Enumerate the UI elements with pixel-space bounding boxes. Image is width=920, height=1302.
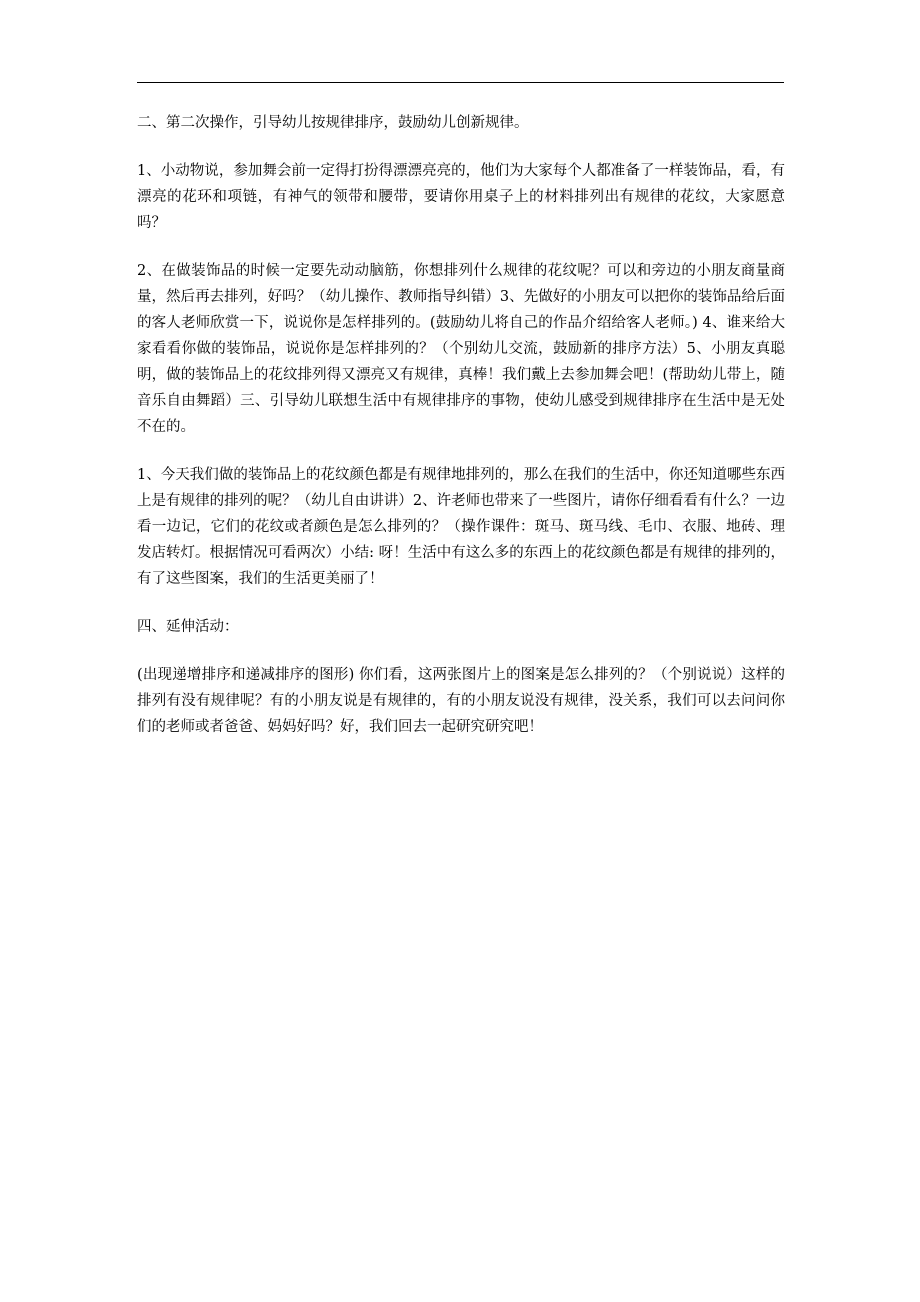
document-body [137,110,785,762]
paragraph-item-1: 1、小动物说，参加舞会前一定得打扮得漂漂亮亮的，他们为大家每个人都准备了一样装饰品，看，有漂亮的花环和项链，有神气的领带和腰带，要请你用桌子上的材料排列出有规律的花纹，大家愿意吗？ [137,163,785,231]
section-heading-step-two: 二、第二次操作，引导幼儿按规律排序，鼓励幼儿创新规律。 [137,115,529,131]
section-heading-extension: 四、延伸活动： [137,619,239,635]
paragraph-extension: (出现递增排序和递减排序的图形) 你们看，这两张图片上的图案是怎么排列的？（个别说说）这样的排列有没有规律呢？有的小朋友说是有规律的，有的小朋友说没有规律，没关系，我们可以去问问你们的老师或者爸爸、妈妈好吗？好，我们回去一起研究研究吧！ [137,667,785,735]
header-rule [137,82,784,83]
paragraph-item-3: 1、今天我们做的装饰品上的花纹颜色都是有规律地排列的，那么在我们的生活中，你还知道哪些东西上是有规律的排列的呢？（幼儿自由讲讲）2、许老师也带来了一些图片，请你仔细看看有什么？一边看一边记，它们的花纹或者颜色是怎么排列的？（操作课件：斑马、斑马线、毛巾、衣服、地砖、理发店转灯。根据情况可看两次）小结: 呀！生活中有这么多的东西上的花纹颜色都是有规律的排列的，有了这些图案，我们的生活更美丽了！ [137,467,785,587]
paragraph-item-2: 2、在做装饰品的时候一定要先动动脑筋，你想排列什么规律的花纹呢？可以和旁边的小朋友商量商量，然后再去排列，好吗？（幼儿操作、教师指导纠错）3、先做好的小朋友可以把你的装饰品给后面的客人老师欣赏一下，说说你是怎样排列的。(鼓励幼儿将自己的作品介绍给客人老师。) 4、谁来给大家看看你做的装饰品，说说你是怎样排列的？（个别幼儿交流，鼓励新的排序方法）5、小朋友真聪明，做的装饰品上的花纹排列得又漂亮又有规律，真棒！我们戴上去参加舞会吧！(帮助幼儿带上，随音乐自由舞蹈）三、引导幼儿联想生活中有规律排序的事物，使幼儿感受到规律排序在生活中是无处不在的。 [137,263,785,435]
